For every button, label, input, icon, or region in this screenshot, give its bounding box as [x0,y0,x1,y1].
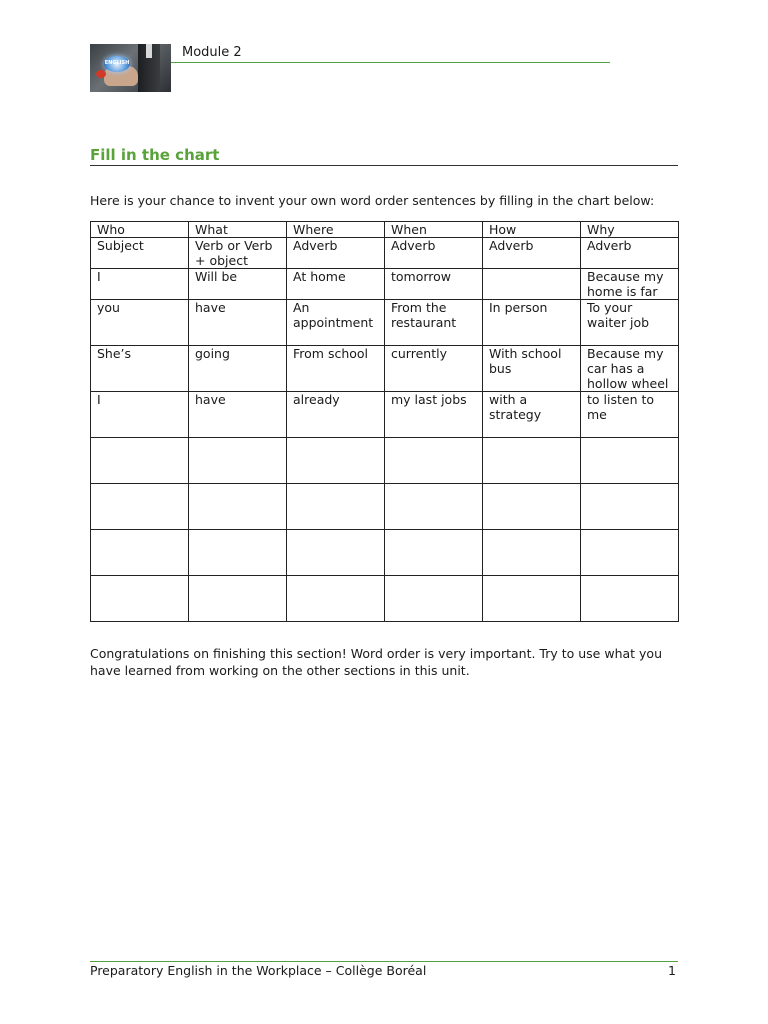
table-cell: Verb or Verb + object [189,238,287,269]
table-cell: With school bus [483,346,581,392]
table-cell: An appointment [287,300,385,346]
footer-divider [90,961,678,962]
table-row [91,576,679,622]
table-cell [287,438,385,484]
table-cell [483,576,581,622]
table-cell: Will be [189,269,287,300]
table-cell: Who [91,222,189,238]
table-cell: Adverb [385,238,483,269]
page-number: 1 [668,963,676,978]
table-cell [91,530,189,576]
table-cell: I [91,392,189,438]
table-cell: Because my home is far [581,269,679,300]
table-cell: At home [287,269,385,300]
table-cell [385,530,483,576]
table-cell: you [91,300,189,346]
table-cell: Where [287,222,385,238]
table-cell: Subject [91,238,189,269]
table-cell: When [385,222,483,238]
table-cell: Because my car has a hollow wheel [581,346,679,392]
table-row [91,392,679,438]
table-cell: How [483,222,581,238]
table-cell [287,530,385,576]
table-cell [581,438,679,484]
table-cell: my last jobs [385,392,483,438]
table-cell [287,484,385,530]
photo-english-label: ENGLISH [104,60,130,66]
table-cell: From the restaurant [385,300,483,346]
table-cell [385,438,483,484]
table-cell: Why [581,222,679,238]
table-cell [189,576,287,622]
table-row [91,269,679,300]
table-cell [581,530,679,576]
table-cell [483,269,581,300]
section-title: Fill in the chart [90,146,220,164]
table-cell [385,576,483,622]
closing-text: Congratulations on finishing this section! Word order is very important. Try to use what you have learned from working on the other sections in this unit. [90,646,662,678]
table-cell: From school [287,346,385,392]
table-cell [385,484,483,530]
table-cell: going [189,346,287,392]
table-cell: I [91,269,189,300]
table-cell: Adverb [581,238,679,269]
table-row [91,346,679,392]
photo-shirt [146,44,152,58]
table-cell: have [189,300,287,346]
table-cell [91,576,189,622]
table-cell: In person [483,300,581,346]
table-row [91,530,679,576]
table-cell [483,438,581,484]
table-cell: have [189,392,287,438]
intro-text: Here is your chance to invent your own word order sentences by filling in the chart below: [90,193,655,208]
header-photo [90,44,171,92]
table-cell: What [189,222,287,238]
photo-accent [96,70,106,78]
table-cell [483,530,581,576]
table-cell: to listen to me [581,392,679,438]
table-row [91,300,679,346]
table-row [91,438,679,484]
table-cell: Adverb [287,238,385,269]
table-cell: already [287,392,385,438]
table-cell [189,484,287,530]
table-cell [483,484,581,530]
module-label: Module 2 [182,45,242,60]
header-divider [171,62,610,63]
table-cell: currently [385,346,483,392]
table-cell: with a strategy [483,392,581,438]
table-cell [287,576,385,622]
table-row [91,238,679,269]
table-cell: To your waiter job [581,300,679,346]
table-cell [91,484,189,530]
table-cell: She’s [91,346,189,392]
table-cell [189,438,287,484]
table-header-row [91,222,679,238]
table-cell [581,484,679,530]
table-cell [189,530,287,576]
table-cell [581,576,679,622]
table-row [91,484,679,530]
footer-text: Preparatory English in the Workplace – Collège Boréal [90,963,427,978]
table-cell [91,438,189,484]
table-cell: tomorrow [385,269,483,300]
table-cell: Adverb [483,238,581,269]
word-order-chart [90,221,679,622]
title-divider [90,165,678,166]
